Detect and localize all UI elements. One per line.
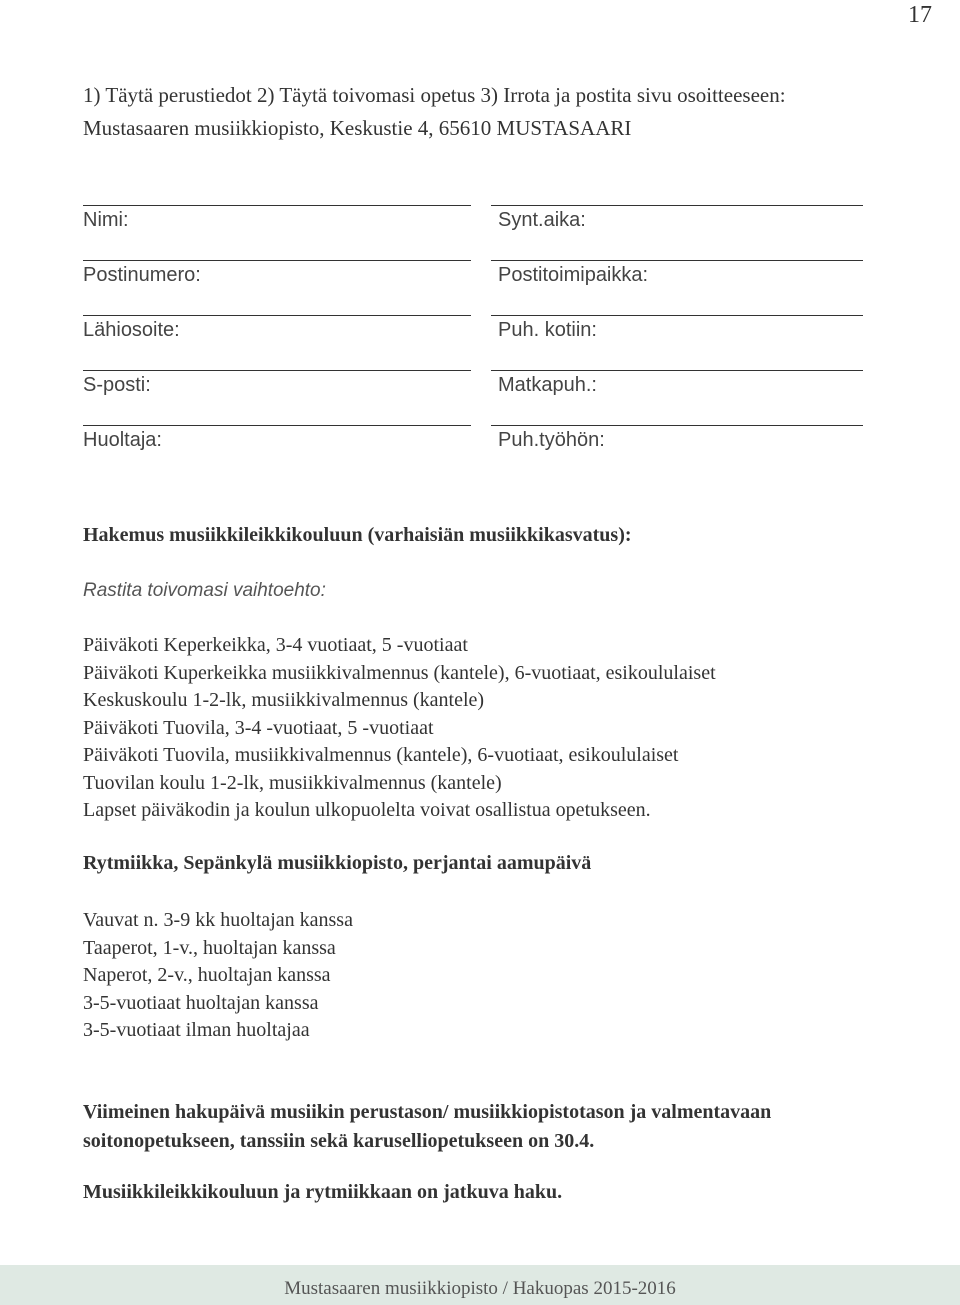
rhythmics-option-list	[83, 907, 353, 1045]
post-office-field[interactable]	[491, 260, 863, 315]
field-label: Postinumero:	[83, 264, 201, 286]
list-item[interactable]: Päiväkoti Tuovila, 3-4 -vuotiaat, 5 -vuotiaat	[83, 716, 434, 739]
list-item: Lapset päiväkodin ja koulun ulkopuolelta voivat osallistua opetukseen.	[83, 799, 651, 821]
field-label: Nimi:	[83, 209, 129, 231]
playschool-option-list	[83, 632, 716, 825]
street-address-field[interactable]	[83, 315, 471, 370]
field-label: S-posti:	[83, 374, 151, 396]
work-phone-field[interactable]	[491, 425, 863, 480]
list-item[interactable]: Tuovilan koulu 1-2-lk, musiikkivalmennus (kantele)	[83, 771, 502, 794]
form-row	[83, 260, 863, 315]
list-item[interactable]: Päiväkoti Kuperkeikka musiikkivalmennus (kantele), 6-vuotiaat, esikoululaiset	[83, 661, 716, 684]
list-item[interactable]: Vauvat n. 3-9 kk huoltajan kanssa	[83, 909, 353, 931]
postal-code-field[interactable]	[83, 260, 471, 315]
field-label: Matkapuh.:	[498, 374, 597, 396]
field-label: Puh.työhön:	[498, 429, 605, 451]
choose-option-instruction: Rastita toivomasi vaihtoehto:	[83, 580, 326, 601]
section-heading-rhythmics: Rytmiikka, Sepänkylä musiikkiopisto, perjantai aamupäivä	[83, 852, 592, 874]
list-item[interactable]: 3-5-vuotiaat huoltajan kanssa	[83, 991, 319, 1014]
form-row	[83, 315, 863, 370]
birthdate-field[interactable]	[491, 205, 863, 260]
footer-text: Mustasaaren musiikkiopisto / Hakuopas 2015-2016	[284, 1278, 676, 1299]
section-heading-music-playschool: Hakemus musiikkileikkikouluun (varhaisiän musiikkikasvatus):	[83, 524, 632, 546]
email-field[interactable]	[83, 370, 471, 425]
guardian-field[interactable]	[83, 425, 471, 480]
name-field[interactable]	[83, 205, 471, 260]
continuous-application-note: Musiikkileikkikouluun ja rytmiikkaan on jatkuva haku.	[83, 1181, 563, 1203]
list-item[interactable]: Naperot, 2-v., huoltajan kanssa	[83, 964, 331, 986]
instructions-intro: 1) Täytä perustiedot 2) Täytä toivomasi opetus 3) Irrota ja postita sivu osoitteeseen: Mustasaaren musiikkiopisto, Keskustie 4, 65610 MUSTASAARI	[83, 83, 786, 140]
field-label: Huoltaja:	[83, 429, 162, 451]
form-row	[83, 370, 863, 425]
field-label: Synt.aika:	[498, 209, 586, 231]
field-label: Postitoimipaikka:	[498, 264, 649, 286]
form-fields	[83, 205, 863, 480]
mobile-phone-field[interactable]	[491, 370, 863, 425]
field-label: Puh. kotiin:	[498, 319, 597, 341]
form-row	[83, 205, 863, 260]
page-number: 17	[908, 2, 932, 28]
deadline-notice: Viimeinen hakupäivä musiikin perustason/ musiikkiopistotason ja valmentavaan soitonopetukseen, tanssiin sekä karuselliopetukseen on 30.4.	[83, 1101, 772, 1152]
list-item[interactable]: Päiväkoti Keperkeikka, 3-4 vuotiaat, 5 -vuotiaat	[83, 634, 468, 656]
list-item[interactable]: 3-5-vuotiaat ilman huoltajaa	[83, 1019, 310, 1041]
list-item[interactable]: Keskuskoulu 1-2-lk, musiikkivalmennus (kantele)	[83, 689, 485, 711]
list-item[interactable]: Taaperot, 1-v., huoltajan kanssa	[83, 936, 336, 959]
list-item[interactable]: Päiväkoti Tuovila, musiikkivalmennus (kantele), 6-vuotiaat, esikoululaiset	[83, 744, 679, 766]
home-phone-field[interactable]	[491, 315, 863, 370]
field-label: Lähiosoite:	[83, 319, 180, 341]
form-row	[83, 425, 863, 480]
